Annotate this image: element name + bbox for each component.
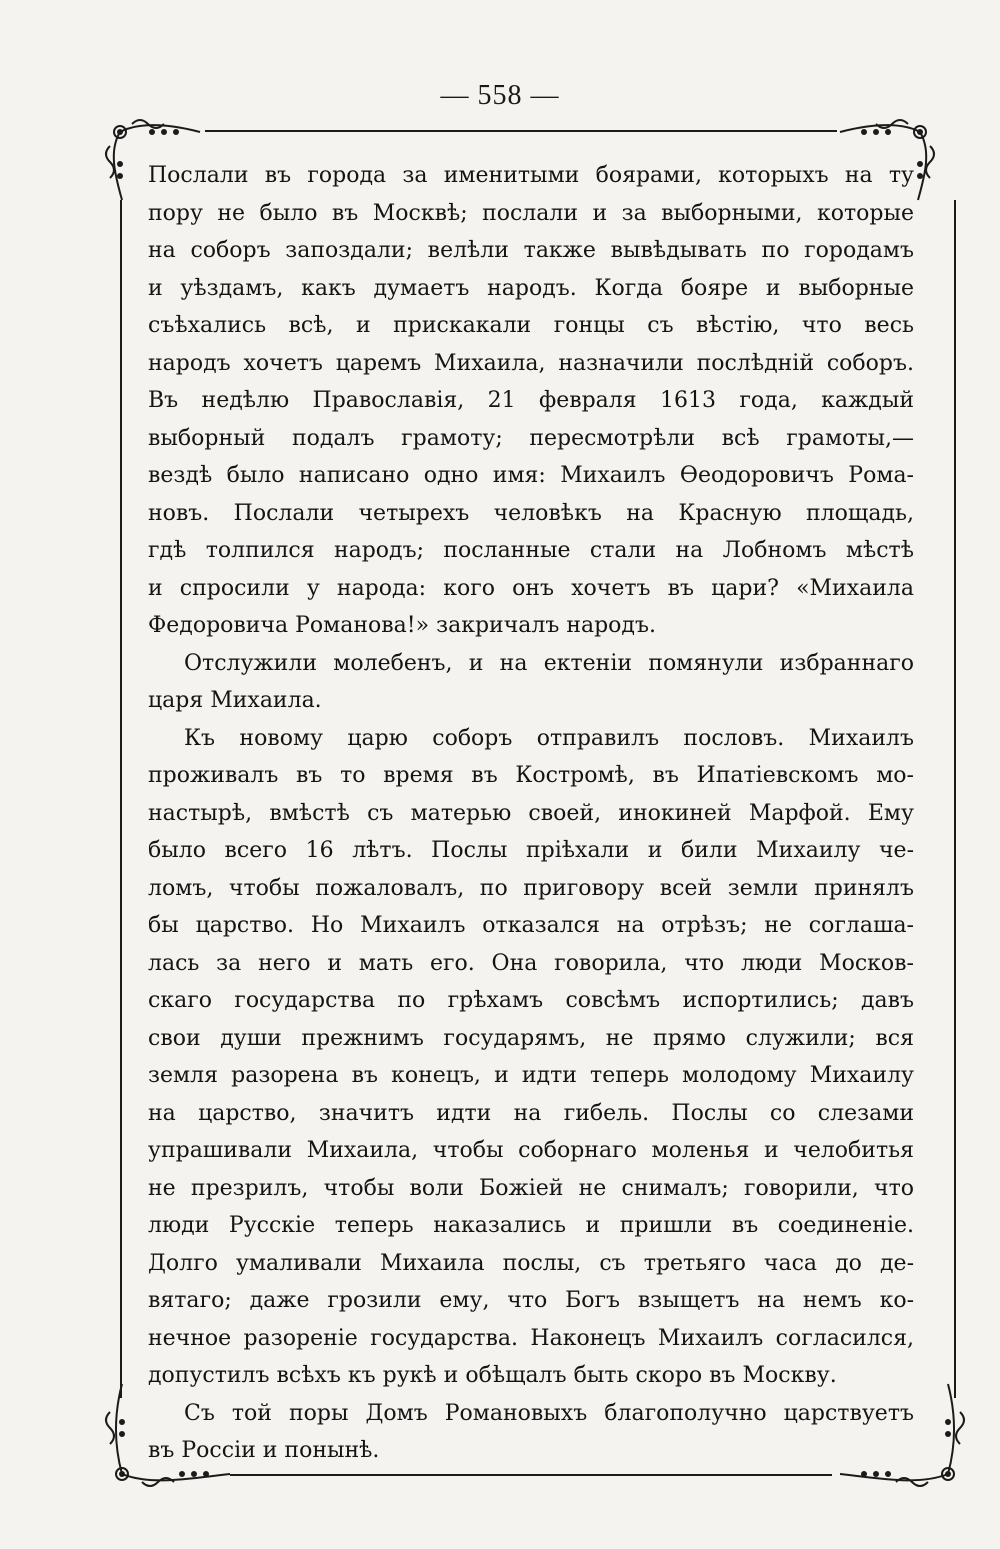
text-line: выборный подалъ грамоту; пересмотрѣли всѣ грамоты,— (148, 425, 914, 451)
text-line: новъ. Послали четырехъ человѣкъ на Красную площадь, (148, 500, 914, 526)
text-line: Долго умаливали Михаила послы, съ третьяго часа до де- (148, 1250, 914, 1276)
frame-top-rule (205, 130, 837, 132)
text-line: земля разорена въ конецъ, и идти теперь молодому Михаилу (148, 1063, 914, 1088)
text-line: лась за него и мать его. Она говорила, что люди Москов- (148, 950, 914, 976)
text-line: и уѣздамъ, какъ думаетъ народъ. Когда бояре и выборные (148, 275, 914, 301)
text-line: на соборъ запоздали; велѣли также вывѣдывать по городамъ (148, 238, 914, 263)
page-number: — 558 — (440, 80, 560, 111)
text-line: въ Россіи и понынѣ. (148, 1438, 380, 1463)
frame-left-rule (120, 200, 122, 1398)
text-line: скаго государства по грѣхамъ совсѣмъ испортились; давъ (148, 988, 914, 1013)
text-line: народъ хочетъ царемъ Михаила, назначили послѣдній соборъ. (148, 350, 914, 376)
text-line: царя Михаила. (148, 688, 322, 713)
text-line: нечное разореніе государства. Наконецъ Михаилъ согласился, (148, 1325, 914, 1351)
text-line: Въ недѣлю Православія, 21 февраля 1613 года, каждый (148, 388, 914, 413)
text-line: гдѣ толпился народъ; посланные стали на Лобномъ мѣстѣ (148, 538, 914, 563)
text-line: и спросили у народа: кого онъ хочетъ въ цари? «Михаила (148, 575, 914, 601)
text-line: проживалъ въ то время въ Костромѣ, въ Ипатіевскомъ мо- (148, 763, 914, 788)
text-line: не презрилъ, чтобы воли Божіей не снималъ; говорили, что (148, 1175, 914, 1201)
text-line: Отслужили молебенъ, и на ектеніи помянули избраннаго (184, 650, 914, 676)
text-line: Федоровича Романова!» закричалъ народъ. (148, 613, 656, 638)
text-line: бы царство. Но Михаилъ отказался на отрѣзъ; не соглаша- (148, 913, 914, 938)
text-line: на царство, значитъ идти на гибель. Послы со слезами (148, 1100, 914, 1126)
text-line: допустилъ всѣхъ къ рукѣ и обѣщалъ быть скоро въ Москву. (148, 1363, 837, 1388)
text-line: вездѣ было написано одно имя: Михаилъ Ѳеодоровичъ Рома- (148, 463, 914, 488)
text-line: вятаго; даже грозили ему, что Богъ взыщетъ на немъ ко- (148, 1288, 914, 1313)
text-line: Къ новому царю соборъ отправилъ пословъ. Михаилъ (184, 725, 914, 751)
text-line: было всего 16 лѣтъ. Послы пріѣхали и били Михаилу че- (148, 838, 914, 863)
text-line: люди Русскіе теперь наказались и пришли въ соединеніе. (148, 1213, 914, 1238)
text-line: Послали въ города за именитыми боярами, которыхъ на ту (148, 163, 914, 188)
text-line: съѣхались всѣ, и прискакали гонцы съ вѣстію, что весь (148, 313, 914, 338)
text-line: ломъ, чтобы пожаловалъ, по приговору всей земли принялъ (148, 875, 914, 901)
text-line: Съ той поры Домъ Романовыхъ благополучно царствуетъ (184, 1400, 914, 1426)
frame-right-rule (954, 200, 956, 1398)
frame-bottom-rule (230, 1474, 832, 1476)
body-text (148, 157, 914, 1470)
text-line: пору не было въ Москвѣ; послали и за выборными, которые (148, 200, 914, 226)
text-line: настырѣ, вмѣстѣ съ матерью своей, инокиней Марфой. Ему (148, 800, 914, 826)
text-line: упрашивали Михаила, чтобы соборнаго моленья и челобитья (148, 1138, 914, 1163)
text-line: свои души прежнимъ государямъ, не прямо служили; вся (148, 1025, 914, 1051)
